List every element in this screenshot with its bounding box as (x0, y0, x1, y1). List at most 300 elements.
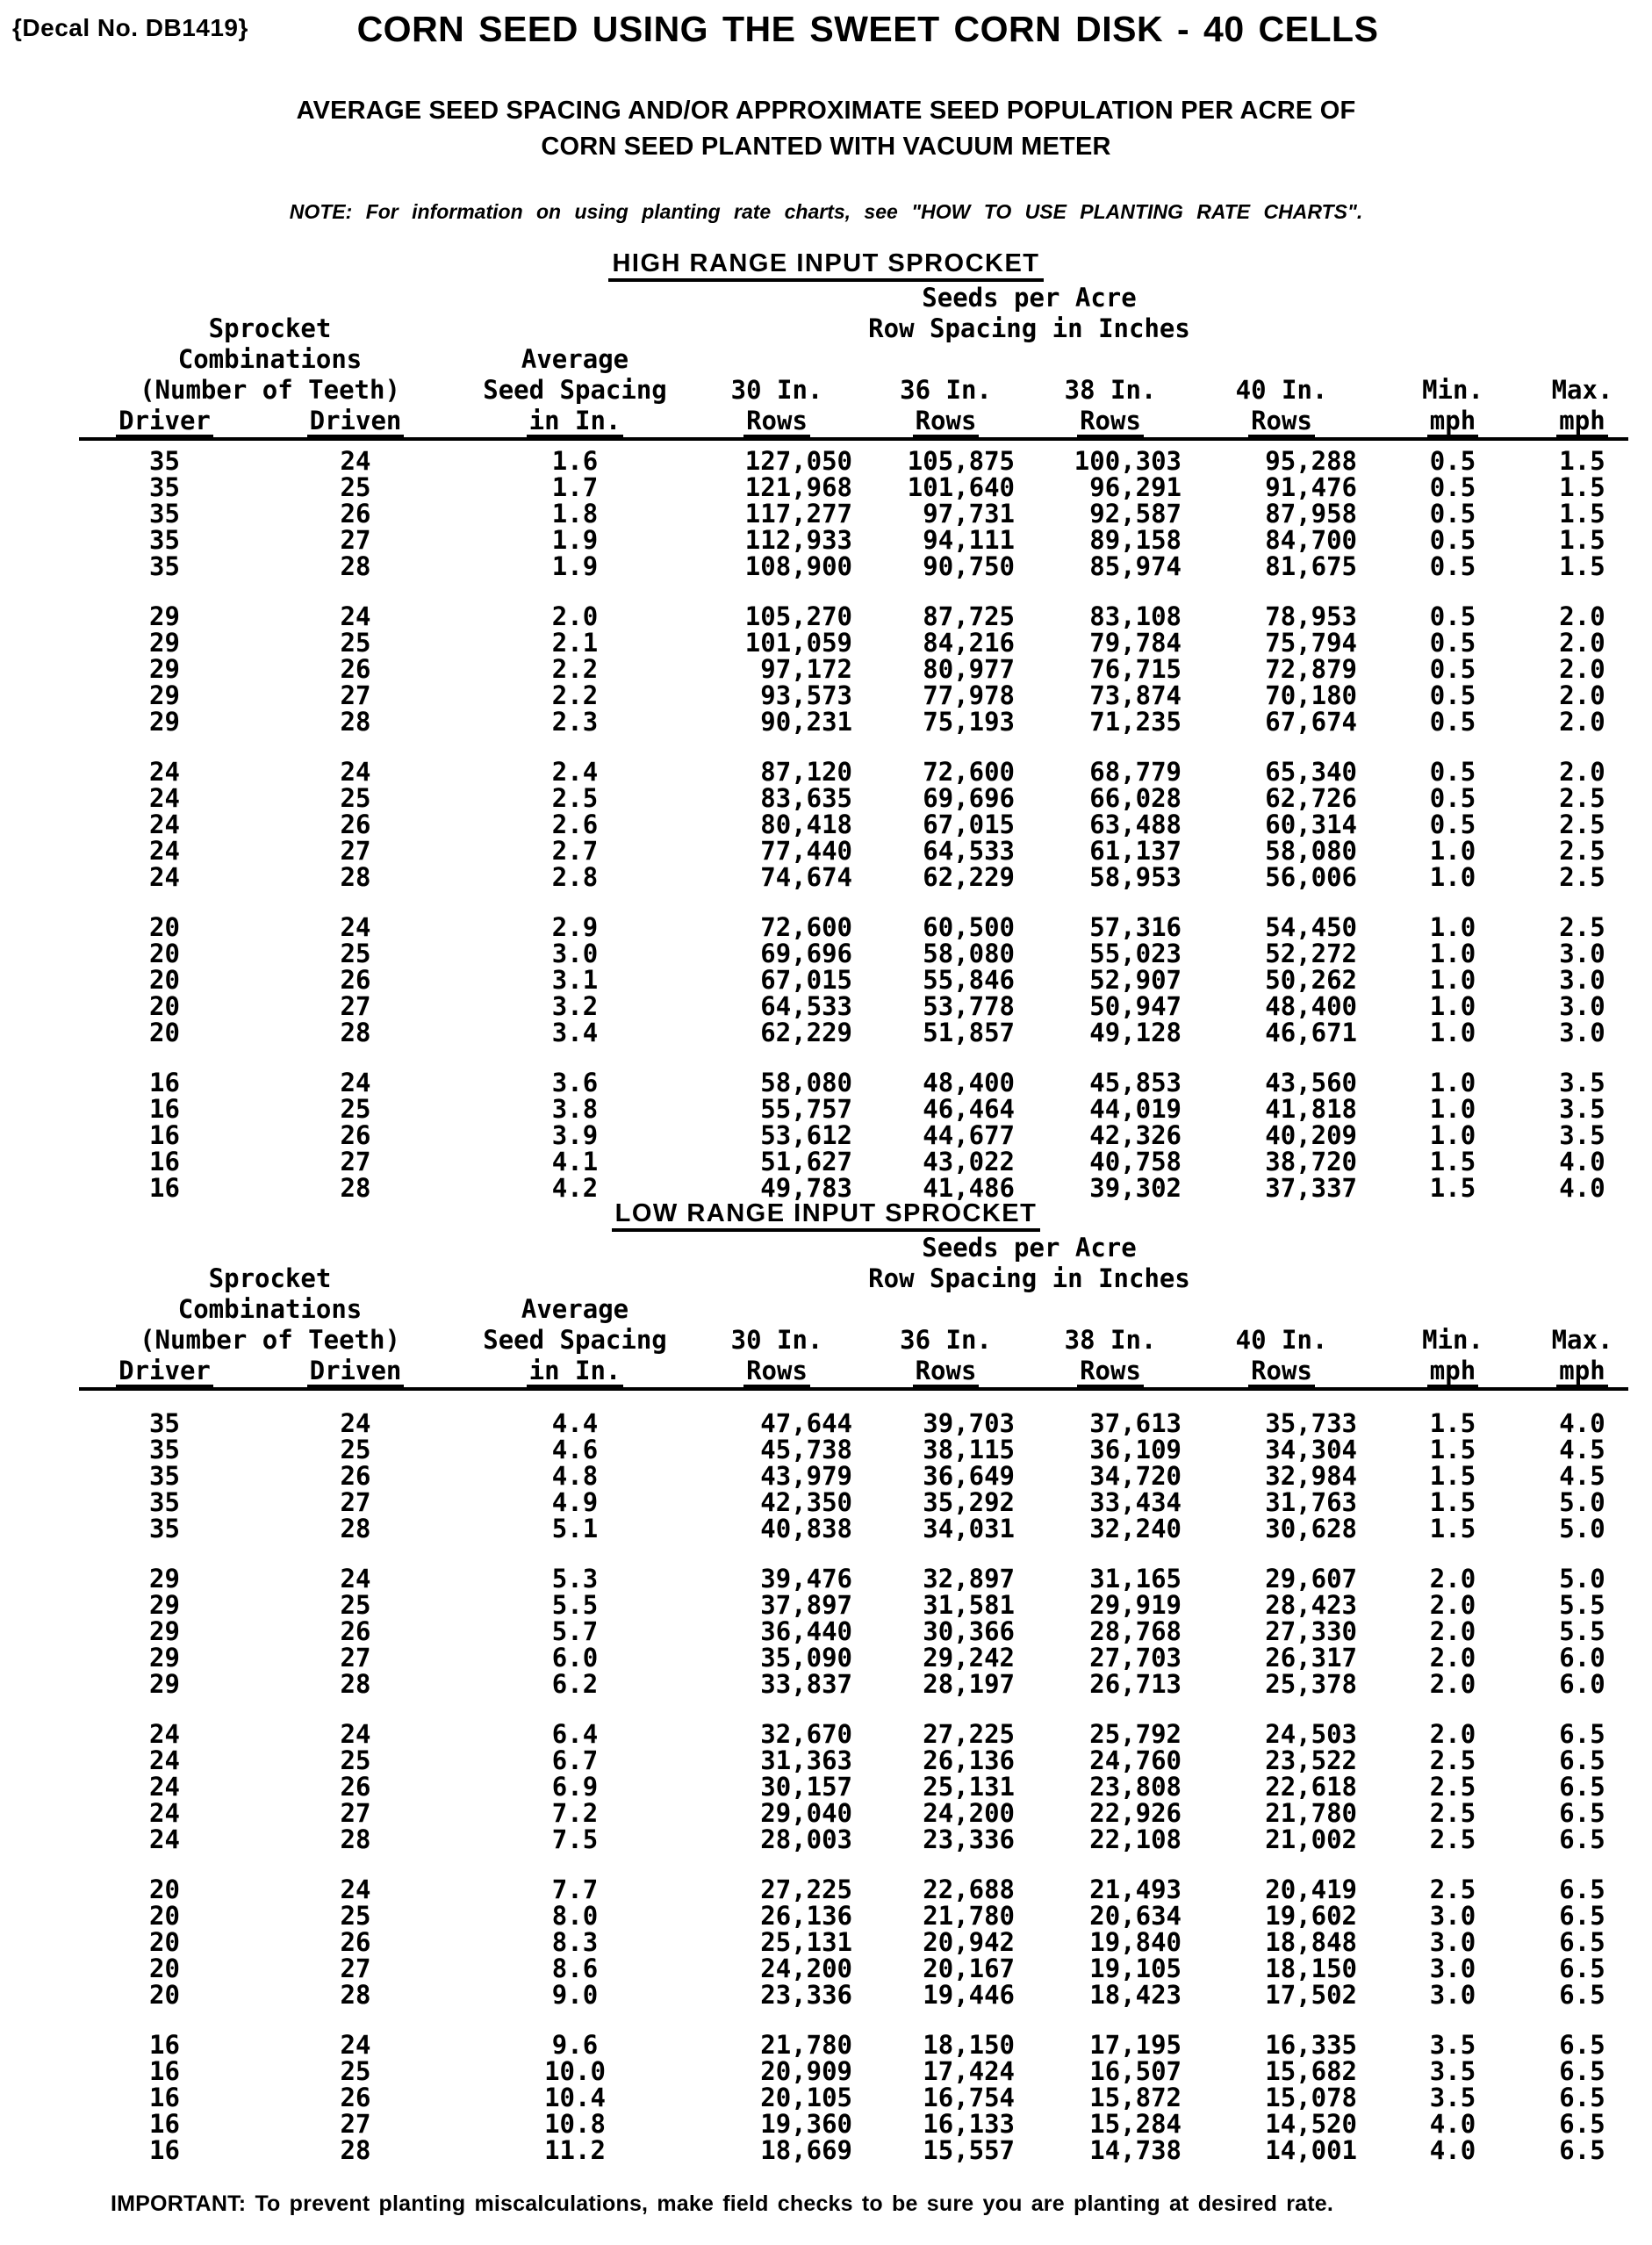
seeds-36in-rows: 64,533 (923, 836, 1015, 866)
mph-label-max (1536, 406, 1628, 437)
max-mph: 5.0 (1559, 1487, 1605, 1517)
driver-teeth: 16 (149, 2135, 180, 2165)
min-mph: 0.5 (1429, 809, 1476, 839)
seeds-per-acre-label: Seeds per Acre (922, 283, 1137, 313)
seeds-30in-rows: 77,440 (760, 836, 852, 866)
seed-spacing-in: 10.4 (544, 2083, 606, 2112)
table-row (79, 1175, 1628, 1201)
seed-spacing-in: 6.9 (551, 1772, 599, 1802)
table-row (79, 603, 1628, 630)
seeds-40in-rows: 58,080 (1265, 836, 1357, 866)
low-range-title-text: LOW RANGE INPUT SPROCKET (612, 1199, 1041, 1232)
driver-teeth: 24 (149, 836, 180, 866)
seeds-36in-rows: 16,133 (923, 2109, 1015, 2139)
seeds-38in-rows: 20,634 (1089, 1901, 1182, 1931)
min-mph: 1.0 (1429, 1120, 1476, 1150)
driven-teeth: 26 (340, 809, 371, 839)
table-row (79, 811, 1628, 838)
seeds-38in-rows: 22,926 (1089, 1798, 1182, 1828)
driven-teeth: 27 (340, 991, 371, 1021)
seeds-38in-rows: 19,840 (1089, 1927, 1182, 1957)
seeds-40in-rows: 95,288 (1265, 446, 1357, 476)
min-mph: 1.5 (1429, 1435, 1476, 1464)
table-row (79, 1592, 1628, 1618)
table-row (79, 1096, 1628, 1122)
rows-label-30 (689, 1356, 865, 1387)
seeds-38in-rows: 27,703 (1089, 1643, 1182, 1673)
seeds-30in-rows: 25,131 (760, 1927, 852, 1957)
seeds-36in-rows: 58,080 (923, 939, 1015, 968)
min-mph: 1.5 (1429, 1487, 1476, 1517)
seeds-38in-rows: 63,488 (1089, 809, 1182, 839)
col-40in-label: 40 In. (1235, 375, 1328, 405)
table-row (79, 2032, 1628, 2058)
seeds-36in-rows: 53,778 (923, 991, 1015, 1021)
seeds-36in-rows: 90,750 (923, 551, 1015, 581)
seeds-38in-rows: 23,808 (1089, 1772, 1182, 1802)
min-mph: 1.0 (1429, 991, 1476, 1021)
seed-spacing-in: 1.9 (551, 551, 599, 581)
seeds-40in-rows: 14,520 (1265, 2109, 1357, 2139)
table-row (79, 1982, 1628, 2008)
table-row (79, 656, 1628, 682)
seeds-30in-rows: 83,635 (760, 783, 852, 813)
seeds-30in-rows: 37,897 (760, 1590, 852, 1620)
driven-teeth: 27 (340, 1487, 371, 1517)
driver-teeth: 20 (149, 1874, 180, 1904)
driven-teeth: 24 (340, 1564, 371, 1594)
table-row (79, 500, 1628, 527)
driven-teeth: 26 (340, 1120, 371, 1150)
min-mph: 0.5 (1429, 499, 1476, 529)
col-38in-label: 38 In. (1064, 1325, 1157, 1355)
min-mph: 0.5 (1429, 707, 1476, 737)
seeds-30in-rows: 39,476 (760, 1564, 852, 1594)
driver-teeth: 24 (149, 809, 180, 839)
min-mph: 2.5 (1429, 1772, 1476, 1802)
seeds-40in-rows: 54,450 (1265, 912, 1357, 942)
max-mph: 1.5 (1559, 472, 1605, 502)
driver-teeth: 35 (149, 1514, 180, 1543)
seeds-40in-rows: 31,763 (1265, 1487, 1357, 1517)
table-row (79, 1774, 1628, 1800)
seeds-38in-rows: 25,792 (1089, 1719, 1182, 1749)
min-mph: 1.5 (1429, 1514, 1476, 1543)
seeds-38in-rows: 40,758 (1089, 1147, 1182, 1176)
driven-teeth: 24 (340, 601, 371, 631)
row-spacing-label: Row Spacing in Inches (868, 313, 1190, 343)
seeds-40in-rows: 21,002 (1265, 1824, 1357, 1854)
in-inches-label (461, 1356, 689, 1387)
sprocket-block (79, 448, 1628, 579)
seeds-38in-rows: 42,326 (1089, 1120, 1182, 1150)
driver-teeth: 24 (149, 1745, 180, 1775)
seeds-40in-rows: 21,780 (1265, 1798, 1357, 1828)
col-min-label: Min. (1422, 375, 1483, 405)
driver-label (79, 1356, 250, 1387)
rows-label-36 (865, 406, 1027, 437)
seeds-38in-rows: 57,316 (1089, 912, 1182, 942)
driven-teeth: 28 (340, 862, 371, 892)
seed-spacing-in: 7.7 (551, 1874, 599, 1904)
driven-teeth: 28 (340, 2135, 371, 2165)
seed-spacing-in: 2.2 (551, 654, 599, 684)
sprocket-block (79, 1721, 1628, 1853)
driver-teeth: 29 (149, 1564, 180, 1594)
seeds-38in-rows: 92,587 (1089, 499, 1182, 529)
driven-label (250, 1356, 461, 1387)
rows-label-40-text: Rows (1248, 407, 1315, 437)
seeds-38in-rows: 58,953 (1089, 862, 1182, 892)
max-mph: 1.5 (1559, 525, 1605, 555)
seeds-30in-rows: 27,225 (760, 1874, 852, 1904)
high-range-table (0, 249, 1652, 1201)
min-mph: 0.5 (1429, 472, 1476, 502)
max-mph: 6.5 (1559, 1901, 1605, 1931)
seeds-40in-rows: 16,335 (1265, 2030, 1357, 2060)
driver-teeth: 16 (149, 2056, 180, 2086)
table-row (79, 1436, 1628, 1463)
seeds-30in-rows: 64,533 (760, 991, 852, 1021)
min-mph: 1.0 (1429, 1068, 1476, 1097)
seeds-30in-rows: 51,627 (760, 1147, 852, 1176)
min-mph: 1.0 (1429, 912, 1476, 942)
seed-spacing-label: Seed Spacing (483, 375, 667, 405)
min-mph: 4.0 (1429, 2135, 1476, 2165)
seed-spacing-in: 8.3 (551, 1927, 599, 1957)
seed-spacing-in: 5.1 (551, 1514, 599, 1543)
max-mph: 2.5 (1559, 862, 1605, 892)
seeds-38in-rows: 73,874 (1089, 680, 1182, 710)
driven-teeth: 27 (340, 525, 371, 555)
driver-teeth: 16 (149, 1173, 180, 1203)
seed-spacing-in: 3.9 (551, 1120, 599, 1150)
driven-teeth: 25 (340, 1590, 371, 1620)
max-mph: 6.5 (1559, 1798, 1605, 1828)
driven-teeth: 28 (340, 551, 371, 581)
max-mph: 4.5 (1559, 1435, 1605, 1464)
seeds-38in-rows: 19,105 (1089, 1954, 1182, 1983)
rows-label-40-text: Rows (1248, 1357, 1315, 1387)
seeds-30in-rows: 62,229 (760, 1018, 852, 1047)
driver-teeth: 24 (149, 1719, 180, 1749)
driven-teeth: 26 (340, 1772, 371, 1802)
driven-teeth: 27 (340, 1147, 371, 1176)
max-mph: 2.5 (1559, 783, 1605, 813)
col-38in-label: 38 In. (1064, 375, 1157, 405)
table-row (79, 2084, 1628, 2111)
max-mph: 3.0 (1559, 991, 1605, 1021)
seeds-40in-rows: 91,476 (1265, 472, 1357, 502)
driver-teeth: 29 (149, 1669, 180, 1699)
number-of-teeth-label: (Number of Teeth) (140, 375, 400, 405)
seed-spacing-in: 8.0 (551, 1901, 599, 1931)
seeds-36in-rows: 27,225 (923, 1719, 1015, 1749)
min-mph: 0.5 (1429, 628, 1476, 658)
max-mph: 1.5 (1559, 551, 1605, 581)
max-mph: 4.0 (1559, 1408, 1605, 1438)
seeds-30in-rows: 32,670 (760, 1719, 852, 1749)
seeds-30in-rows: 87,120 (760, 757, 852, 787)
driven-teeth: 28 (340, 1018, 371, 1047)
seeds-36in-rows: 60,500 (923, 912, 1015, 942)
footer-important: IMPORTANT: To prevent planting miscalculations, make field checks to be sure you are planting at desired rate. (111, 2191, 1333, 2216)
seed-spacing-in: 7.2 (551, 1798, 599, 1828)
seeds-30in-rows: 112,933 (744, 525, 852, 555)
driven-teeth: 24 (340, 1068, 371, 1097)
seeds-30in-rows: 47,644 (760, 1408, 852, 1438)
seeds-36in-rows: 16,754 (923, 2083, 1015, 2112)
col-30in-label: 30 In. (730, 375, 823, 405)
seeds-40in-rows: 41,818 (1265, 1094, 1357, 1124)
seeds-30in-rows: 19,360 (760, 2109, 852, 2139)
rows-label-30-text: Rows (743, 407, 810, 437)
seed-spacing-in: 2.2 (551, 680, 599, 710)
seeds-40in-rows: 52,272 (1265, 939, 1357, 968)
seeds-40in-rows: 17,502 (1265, 1980, 1357, 2010)
header-rule (79, 437, 1628, 441)
max-mph: 6.5 (1559, 1874, 1605, 1904)
seeds-38in-rows: 89,158 (1089, 525, 1182, 555)
seed-spacing-in: 2.0 (551, 601, 599, 631)
seeds-40in-rows: 60,314 (1265, 809, 1357, 839)
mph-label-max (1536, 1356, 1628, 1387)
seed-spacing-in: 9.0 (551, 1980, 599, 2010)
driven-teeth: 27 (340, 680, 371, 710)
rows-label-30 (689, 406, 865, 437)
sprocket-block (79, 1410, 1628, 1542)
driver-teeth: 29 (149, 680, 180, 710)
seeds-30in-rows: 72,600 (760, 912, 852, 942)
driver-label-text: Driver (116, 1357, 213, 1387)
high-range-title-text: HIGH RANGE INPUT SPROCKET (608, 249, 1043, 282)
seeds-30in-rows: 33,837 (760, 1669, 852, 1699)
driver-teeth: 16 (149, 1094, 180, 1124)
seeds-36in-rows: 46,464 (923, 1094, 1015, 1124)
driven-teeth: 25 (340, 628, 371, 658)
max-mph: 4.5 (1559, 1461, 1605, 1491)
seeds-30in-rows: 45,738 (760, 1435, 852, 1464)
seeds-38in-rows: 14,738 (1089, 2135, 1182, 2165)
driver-teeth: 29 (149, 707, 180, 737)
rows-label-36 (865, 1356, 1027, 1387)
table-row (79, 1019, 1628, 1046)
mph-label-min (1369, 1356, 1536, 1387)
driven-teeth: 26 (340, 2083, 371, 2112)
seeds-38in-rows: 31,165 (1089, 1564, 1182, 1594)
seeds-38in-rows: 34,720 (1089, 1461, 1182, 1491)
driver-teeth: 35 (149, 551, 180, 581)
seeds-30in-rows: 58,080 (760, 1068, 852, 1097)
mph-label-max-text: mph (1556, 407, 1607, 437)
driven-teeth: 25 (340, 1435, 371, 1464)
min-mph: 3.5 (1429, 2056, 1476, 2086)
driven-teeth: 28 (340, 707, 371, 737)
seed-spacing-in: 2.9 (551, 912, 599, 942)
driven-teeth: 24 (340, 2030, 371, 2060)
seeds-36in-rows: 72,600 (923, 757, 1015, 787)
seeds-38in-rows: 52,907 (1089, 965, 1182, 995)
seeds-36in-rows: 75,193 (923, 707, 1015, 737)
min-mph: 2.0 (1429, 1564, 1476, 1594)
note-text: NOTE: For information on using planting rate charts, see "HOW TO USE PLANTING RATE CHARTS". (289, 200, 1363, 223)
seed-spacing-in: 1.9 (551, 525, 599, 555)
seed-spacing-in: 5.3 (551, 1564, 599, 1594)
max-mph: 4.0 (1559, 1173, 1605, 1203)
driven-teeth: 24 (340, 1719, 371, 1749)
min-mph: 2.5 (1429, 1824, 1476, 1854)
seeds-38in-rows: 16,507 (1089, 2056, 1182, 2086)
seeds-36in-rows: 84,216 (923, 628, 1015, 658)
col-min-label: Min. (1422, 1325, 1483, 1355)
max-mph: 6.5 (1559, 2109, 1605, 2139)
min-mph: 0.5 (1429, 680, 1476, 710)
rows-label-38 (1027, 406, 1194, 437)
min-mph: 1.5 (1429, 1173, 1476, 1203)
seeds-30in-rows: 36,440 (760, 1616, 852, 1646)
driver-label-text: Driver (116, 407, 213, 437)
seeds-40in-rows: 43,560 (1265, 1068, 1357, 1097)
table-row (79, 2137, 1628, 2163)
header-rule (79, 1387, 1628, 1391)
sprocket-block (79, 603, 1628, 735)
page-subtitle (0, 93, 1652, 165)
driver-teeth: 20 (149, 1901, 180, 1931)
seeds-30in-rows: 67,015 (760, 965, 852, 995)
seeds-40in-rows: 34,304 (1265, 1435, 1357, 1464)
seeds-38in-rows: 66,028 (1089, 783, 1182, 813)
max-mph: 1.5 (1559, 446, 1605, 476)
driver-teeth: 24 (149, 757, 180, 787)
min-mph: 1.0 (1429, 1018, 1476, 1047)
max-mph: 2.0 (1559, 628, 1605, 658)
min-mph: 2.5 (1429, 1798, 1476, 1828)
seeds-30in-rows: 31,363 (760, 1745, 852, 1775)
max-mph: 6.5 (1559, 2135, 1605, 2165)
seed-spacing-in: 2.4 (551, 757, 599, 787)
table-row (79, 785, 1628, 811)
seeds-36in-rows: 105,875 (907, 446, 1015, 476)
subtitle-line-1: AVERAGE SEED SPACING AND/OR APPROXIMATE SEED POPULATION PER ACRE OF (296, 97, 1356, 125)
driven-teeth: 25 (340, 1901, 371, 1931)
seeds-38in-rows: 32,240 (1089, 1514, 1182, 1543)
driver-teeth: 35 (149, 525, 180, 555)
min-mph: 2.5 (1429, 1745, 1476, 1775)
max-mph: 6.0 (1559, 1669, 1605, 1699)
seeds-30in-rows: 101,059 (744, 628, 852, 658)
row-spacing-label: Row Spacing in Inches (868, 1263, 1190, 1293)
driven-teeth: 27 (340, 1798, 371, 1828)
seeds-38in-rows: 44,019 (1089, 1094, 1182, 1124)
driver-teeth: 16 (149, 2083, 180, 2112)
min-mph: 2.5 (1429, 1874, 1476, 1904)
max-mph: 2.0 (1559, 654, 1605, 684)
seeds-30in-rows: 43,979 (760, 1461, 852, 1491)
driver-teeth: 29 (149, 1616, 180, 1646)
seeds-40in-rows: 22,618 (1265, 1772, 1357, 1802)
seeds-40in-rows: 48,400 (1265, 991, 1357, 1021)
driven-teeth: 25 (340, 1745, 371, 1775)
rows-label-38-text: Rows (1077, 1357, 1144, 1387)
max-mph: 3.5 (1559, 1068, 1605, 1097)
page-title: CORN SEED USING THE SWEET CORN DISK - 40 CELLS (356, 9, 1379, 49)
min-mph: 2.0 (1429, 1719, 1476, 1749)
min-mph: 2.0 (1429, 1616, 1476, 1646)
sprocket-block (79, 914, 1628, 1046)
seeds-40in-rows: 15,078 (1265, 2083, 1357, 2112)
table-row (79, 1148, 1628, 1175)
min-mph: 0.5 (1429, 551, 1476, 581)
high-range-body (79, 448, 1628, 1201)
sprocket-block (79, 1565, 1628, 1697)
seed-spacing-in: 4.4 (551, 1408, 599, 1438)
seeds-30in-rows: 90,231 (760, 707, 852, 737)
seeds-40in-rows: 56,006 (1265, 862, 1357, 892)
table-row (79, 1410, 1628, 1436)
max-mph: 2.0 (1559, 680, 1605, 710)
driven-teeth: 27 (340, 2109, 371, 2139)
min-mph: 0.5 (1429, 601, 1476, 631)
seeds-36in-rows: 38,115 (923, 1435, 1015, 1464)
seed-spacing-in: 1.6 (551, 446, 599, 476)
min-mph: 3.0 (1429, 1901, 1476, 1931)
max-mph: 2.5 (1559, 912, 1605, 942)
driver-teeth: 24 (149, 1824, 180, 1854)
seeds-36in-rows: 39,703 (923, 1408, 1015, 1438)
seed-spacing-in: 4.6 (551, 1435, 599, 1464)
seeds-40in-rows: 28,423 (1265, 1590, 1357, 1620)
seeds-30in-rows: 53,612 (760, 1120, 852, 1150)
seeds-30in-rows: 55,757 (760, 1094, 852, 1124)
seeds-38in-rows: 24,760 (1089, 1745, 1182, 1775)
seeds-30in-rows: 93,573 (760, 680, 852, 710)
table-row (79, 914, 1628, 940)
seeds-36in-rows: 87,725 (923, 601, 1015, 631)
max-mph: 6.5 (1559, 1954, 1605, 1983)
driven-teeth: 27 (340, 836, 371, 866)
max-mph: 5.0 (1559, 1514, 1605, 1543)
seeds-38in-rows: 22,108 (1089, 1824, 1182, 1854)
max-mph: 6.5 (1559, 1927, 1605, 1957)
seed-spacing-in: 5.5 (551, 1590, 599, 1620)
driver-teeth: 29 (149, 1590, 180, 1620)
seeds-40in-rows: 46,671 (1265, 1018, 1357, 1047)
max-mph: 6.5 (1559, 1980, 1605, 2010)
seed-spacing-in: 6.2 (551, 1669, 599, 1699)
average-label: Average (521, 344, 629, 374)
driver-teeth: 20 (149, 939, 180, 968)
seed-spacing-in: 6.4 (551, 1719, 599, 1749)
table-row (79, 1747, 1628, 1774)
seeds-36in-rows: 55,846 (923, 965, 1015, 995)
table-row (79, 1955, 1628, 1982)
seeds-40in-rows: 67,674 (1265, 707, 1357, 737)
min-mph: 3.5 (1429, 2083, 1476, 2112)
seeds-36in-rows: 21,780 (923, 1901, 1015, 1931)
seeds-40in-rows: 65,340 (1265, 757, 1357, 787)
seeds-36in-rows: 51,857 (923, 1018, 1015, 1047)
table-row (79, 2058, 1628, 2084)
seeds-40in-rows: 30,628 (1265, 1514, 1357, 1543)
max-mph: 2.0 (1559, 707, 1605, 737)
seeds-38in-rows: 61,137 (1089, 836, 1182, 866)
max-mph: 2.5 (1559, 809, 1605, 839)
max-mph: 6.5 (1559, 1824, 1605, 1854)
seeds-30in-rows: 108,900 (744, 551, 852, 581)
driver-teeth: 16 (149, 1147, 180, 1176)
min-mph: 1.0 (1429, 836, 1476, 866)
table-row (79, 1463, 1628, 1489)
